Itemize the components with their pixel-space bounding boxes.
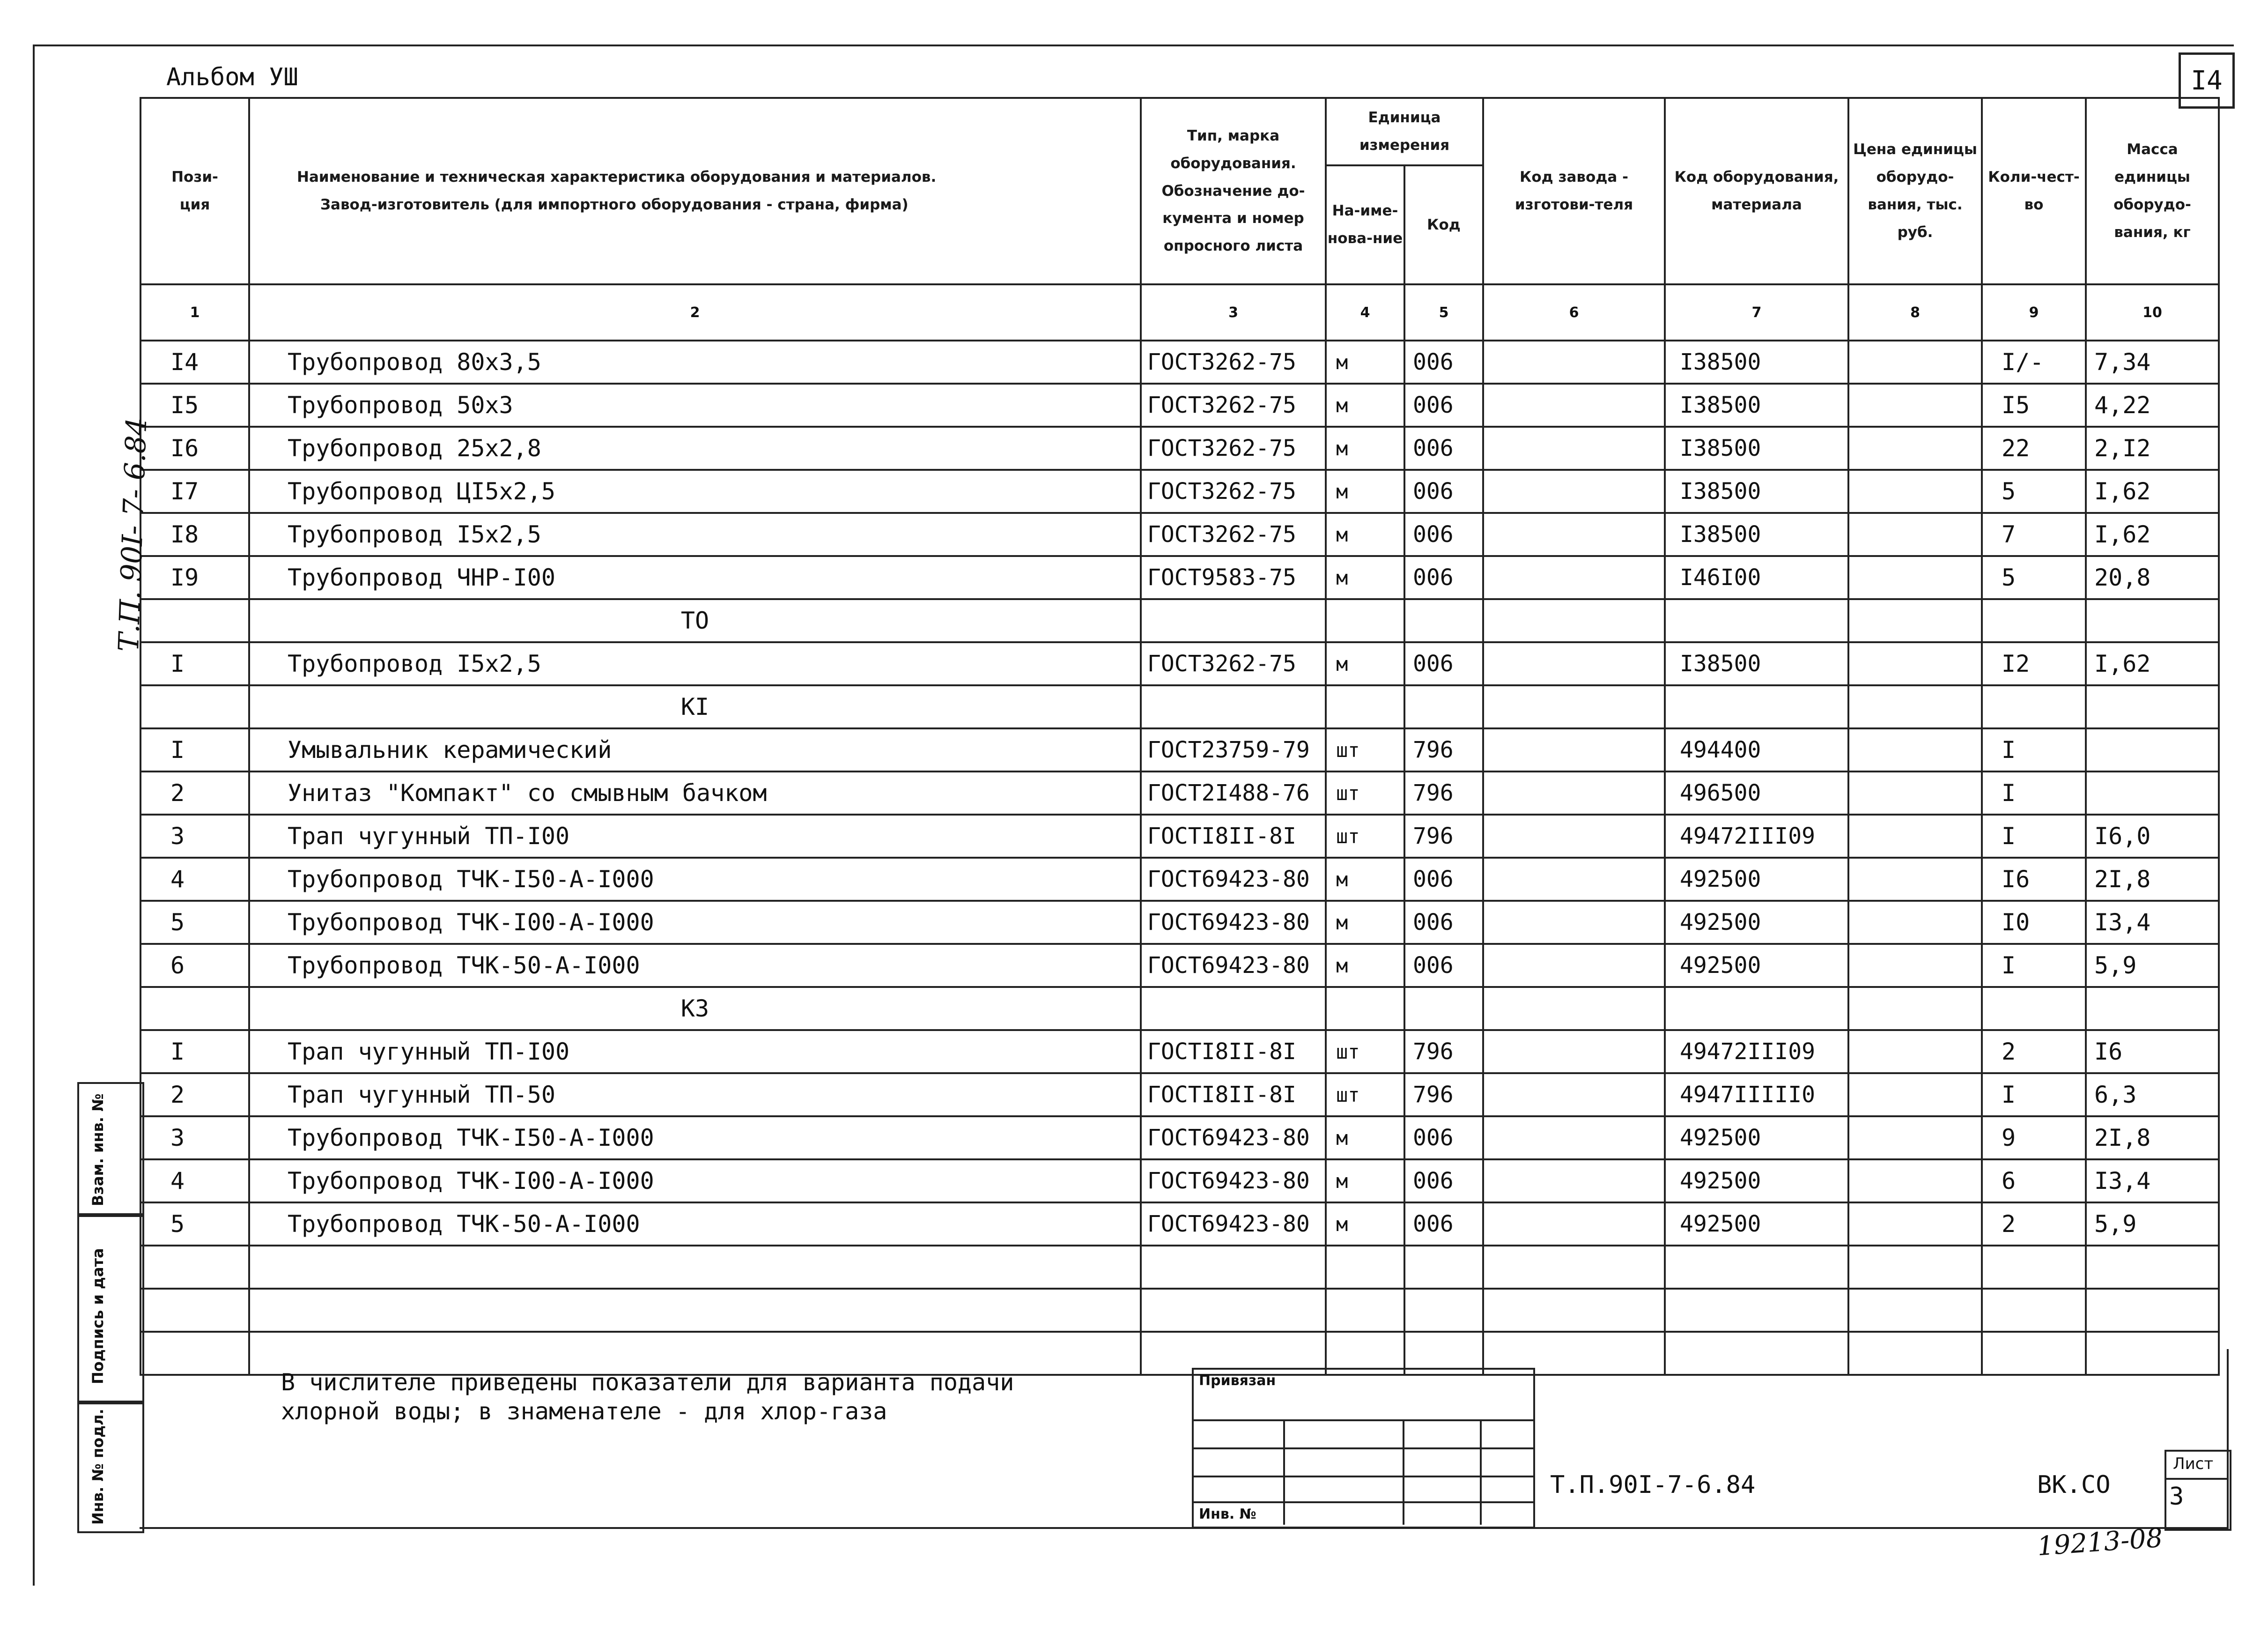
- cell-name: Трубопровод ТЧК-I50-А-I000: [249, 1116, 1141, 1159]
- cell-pos: 6: [140, 944, 249, 987]
- col-num: 6: [1483, 284, 1665, 341]
- cell-doc: [1141, 685, 1326, 728]
- cell-unit: шт: [1326, 1073, 1404, 1116]
- cell-doc: ГОСТ2I488-76: [1141, 771, 1326, 815]
- cell-ucode: 796: [1404, 728, 1483, 771]
- cell-name: Трубопровод 80х3,5: [249, 341, 1141, 384]
- cell-unit: [1326, 599, 1404, 642]
- cell-ucode: 006: [1404, 1202, 1483, 1246]
- cell-matcode: 492500: [1665, 944, 1848, 987]
- cell-matcode: 492500: [1665, 901, 1848, 944]
- cell-price: [1848, 987, 1982, 1030]
- cell-name: Трап чугунный ТП-I00: [249, 815, 1141, 858]
- cell-matcode: I38500: [1665, 513, 1848, 556]
- cell-ucode: 006: [1404, 944, 1483, 987]
- cell-factory: [1483, 341, 1665, 384]
- cell-price: [1848, 556, 1982, 599]
- col-num: 7: [1665, 284, 1848, 341]
- cell-unit: [1326, 685, 1404, 728]
- cell-factory: [1483, 685, 1665, 728]
- cell-price: [1848, 728, 1982, 771]
- sheet-number: 3: [2169, 1483, 2184, 1511]
- cell-ucode: 006: [1404, 858, 1483, 901]
- cell-ucode: 006: [1404, 1116, 1483, 1159]
- cell-name: Трубопровод ТЧК-I00-А-I000: [249, 901, 1141, 944]
- cell-factory: [1483, 858, 1665, 901]
- cell-mass: I,62: [2086, 642, 2219, 685]
- col-num: 2: [249, 284, 1141, 341]
- cell-matcode: 492500: [1665, 1159, 1848, 1202]
- bound-label: Привязан: [1199, 1372, 1276, 1389]
- cell-matcode: I38500: [1665, 427, 1848, 470]
- cell-unit: м: [1326, 1159, 1404, 1202]
- table-row: [140, 685, 2219, 728]
- frame-top: [33, 45, 2234, 46]
- table-row: [140, 470, 2219, 513]
- cell-unit: шт: [1326, 728, 1404, 771]
- cell-matcode: [1665, 987, 1848, 1030]
- cell-unit: м: [1326, 427, 1404, 470]
- cell-price: [1848, 901, 1982, 944]
- handwritten-number: 19213-08: [2036, 1522, 2164, 1562]
- cell-pos: I: [140, 1030, 249, 1073]
- cell-price: [1848, 1030, 1982, 1073]
- cell-qty: [1982, 599, 2086, 642]
- cell-unit: м: [1326, 470, 1404, 513]
- cell-ucode: 006: [1404, 901, 1483, 944]
- side-strip-sign: [77, 1213, 144, 1404]
- cell-pos: I9: [140, 556, 249, 599]
- table-row: [140, 858, 2219, 901]
- cell-pos: I5: [140, 384, 249, 427]
- cell-pos: 4: [140, 1159, 249, 1202]
- cell-qty: 7: [1982, 513, 2086, 556]
- cell-mass: 2I,8: [2086, 858, 2219, 901]
- cell-qty: 5: [1982, 470, 2086, 513]
- cell-doc: ГОСТ69423-80: [1141, 1202, 1326, 1246]
- cell-name: ТО: [249, 599, 1141, 642]
- cell-pos: I4: [140, 341, 249, 384]
- table-row: [140, 1159, 2219, 1202]
- cell-factory: [1483, 599, 1665, 642]
- cell-factory: [1483, 944, 1665, 987]
- cell-price: [1848, 470, 1982, 513]
- cell-mass: 20,8: [2086, 556, 2219, 599]
- cell-doc: ГОСТ3262-75: [1141, 470, 1326, 513]
- cell-unit: м: [1326, 513, 1404, 556]
- cell-factory: [1483, 427, 1665, 470]
- cell-price: [1848, 771, 1982, 815]
- cell-matcode: 496500: [1665, 771, 1848, 815]
- cell-pos: I: [140, 728, 249, 771]
- cell-doc: ГОСТ9583-75: [1141, 556, 1326, 599]
- cell-price: [1848, 1202, 1982, 1246]
- cell-name: Умывальник керамический: [249, 728, 1141, 771]
- cell-qty: 2: [1982, 1030, 2086, 1073]
- cell-name: Трубопровод 50х3: [249, 384, 1141, 427]
- cell-factory: [1483, 815, 1665, 858]
- table-row: [140, 944, 2219, 987]
- col-header-factory: Код завода - изготови-теля: [1483, 98, 1665, 284]
- col-num: 4: [1326, 284, 1404, 341]
- col-num: 8: [1848, 284, 1982, 341]
- cell-name: К3: [249, 987, 1141, 1030]
- cell-mass: 4,22: [2086, 384, 2219, 427]
- cell-unit: м: [1326, 944, 1404, 987]
- cell-mass: [2086, 685, 2219, 728]
- col-num: 3: [1141, 284, 1326, 341]
- cell-matcode: I38500: [1665, 642, 1848, 685]
- cell-name: Трубопровод ЦI5х2,5: [249, 470, 1141, 513]
- cell-mass: 5,9: [2086, 1202, 2219, 1246]
- stamp-line: [2165, 1478, 2228, 1480]
- cell-unit: м: [1326, 384, 1404, 427]
- col-header-unit-name: На-име-нова-ние: [1326, 165, 1404, 284]
- cell-factory: [1483, 642, 1665, 685]
- cell-name: Трап чугунный ТП-50: [249, 1073, 1141, 1116]
- cell-unit: м: [1326, 858, 1404, 901]
- cell-doc: ГОСТ69423-80: [1141, 1159, 1326, 1202]
- table-row: [140, 1073, 2219, 1116]
- cell-mass: I3,4: [2086, 1159, 2219, 1202]
- col-header-unit-code: Код: [1404, 165, 1483, 284]
- col-num: 10: [2086, 284, 2219, 341]
- cell-name: Трубопровод ТЧК-I00-А-I000: [249, 1159, 1141, 1202]
- cell-name: Трубопровод ТЧК-50-А-I000: [249, 1202, 1141, 1246]
- cell-price: [1848, 1159, 1982, 1202]
- cell-ucode: 796: [1404, 771, 1483, 815]
- col-header-type: Тип, марка оборудования. Обозначение до-кумента и номер опросного листа: [1141, 98, 1326, 284]
- col-header-equip-code: Код оборудования, материала: [1665, 98, 1848, 284]
- side-label-sign: Подпись и дата: [89, 1248, 107, 1384]
- cell-factory: [1483, 384, 1665, 427]
- cell-matcode: 492500: [1665, 1116, 1848, 1159]
- side-label-inv: Инв. № подл.: [89, 1409, 107, 1525]
- cell-price: [1848, 642, 1982, 685]
- cell-qty: 5: [1982, 556, 2086, 599]
- cell-name: Трап чугунный ТП-I00: [249, 1030, 1141, 1073]
- document-suffix: ВК.СО: [2037, 1471, 2111, 1499]
- col-header-name: Наименование и техническая характеристика оборудования и материалов. Завод-изготовитель (для импортного оборудования - страна, фирма): [249, 98, 1141, 284]
- cell-unit: [1326, 987, 1404, 1030]
- cell-doc: ГОСТ23759-79: [1141, 728, 1326, 771]
- cell-ucode: 006: [1404, 556, 1483, 599]
- table-row: [140, 556, 2219, 599]
- col-header-unit: Единица измерения: [1326, 98, 1483, 165]
- side-handwritten-code: Т.П. 90I- 7- 6.84: [112, 417, 154, 653]
- cell-price: [1848, 384, 1982, 427]
- table-row: [140, 1202, 2219, 1246]
- cell-ucode: [1404, 599, 1483, 642]
- cell-mass: I,62: [2086, 470, 2219, 513]
- cell-name: Трубопровод I5х2,5: [249, 642, 1141, 685]
- cell-matcode: I46I00: [1665, 556, 1848, 599]
- cell-factory: [1483, 901, 1665, 944]
- cell-mass: [2086, 987, 2219, 1030]
- stamp-line: [1192, 1447, 1533, 1449]
- footnote-line: хлорной воды; в знаменателе - для хлор-газа: [281, 1398, 887, 1425]
- stamp-line: [1192, 1476, 1533, 1477]
- cell-doc: [1141, 599, 1326, 642]
- cell-price: [1848, 1073, 1982, 1116]
- cell-factory: [1483, 556, 1665, 599]
- cell-ucode: [1404, 685, 1483, 728]
- cell-qty: I: [1982, 1073, 2086, 1116]
- cell-pos: I8: [140, 513, 249, 556]
- stamp-line: [1403, 1419, 1404, 1525]
- cell-name: Трубопровод I5х2,5: [249, 513, 1141, 556]
- cell-unit: м: [1326, 901, 1404, 944]
- sheet-label: Лист: [2173, 1454, 2214, 1473]
- cell-pos: 3: [140, 815, 249, 858]
- cell-qty: I0: [1982, 901, 2086, 944]
- cell-ucode: 796: [1404, 1073, 1483, 1116]
- cell-ucode: 006: [1404, 513, 1483, 556]
- cell-name: Трубопровод ТЧК-50-А-I000: [249, 944, 1141, 987]
- cell-ucode: 006: [1404, 427, 1483, 470]
- cell-qty: I: [1982, 944, 2086, 987]
- col-header-qty: Коли-чест-во: [1982, 98, 2086, 284]
- table-row: [140, 771, 2219, 815]
- cell-ucode: 006: [1404, 1159, 1483, 1202]
- album-title: Альбом УШ: [166, 63, 298, 91]
- cell-qty: [1982, 987, 2086, 1030]
- side-strip-inv: [77, 1401, 144, 1533]
- cell-doc: ГОСТ3262-75: [1141, 513, 1326, 556]
- cell-mass: [2086, 728, 2219, 771]
- cell-price: [1848, 685, 1982, 728]
- cell-qty: 6: [1982, 1159, 2086, 1202]
- cell-pos: I6: [140, 427, 249, 470]
- inv-label: Инв. №: [1199, 1506, 1256, 1522]
- table-row: [140, 513, 2219, 556]
- cell-matcode: 492500: [1665, 1202, 1848, 1246]
- cell-matcode: I38500: [1665, 384, 1848, 427]
- table-row: [140, 384, 2219, 427]
- table-row: [140, 901, 2219, 944]
- cell-unit: шт: [1326, 771, 1404, 815]
- cell-unit: м: [1326, 1202, 1404, 1246]
- cell-pos: 2: [140, 1073, 249, 1116]
- cell-factory: [1483, 728, 1665, 771]
- cell-doc: ГОСТ3262-75: [1141, 427, 1326, 470]
- cell-doc: ГОСТ3262-75: [1141, 384, 1326, 427]
- cell-matcode: I38500: [1665, 470, 1848, 513]
- cell-matcode: 494400: [1665, 728, 1848, 771]
- col-header-pos: Пози- ция: [140, 98, 249, 284]
- col-header-price: Цена единицы оборудо-вания, тыс. руб.: [1848, 98, 1982, 284]
- cell-name: КI: [249, 685, 1141, 728]
- cell-pos: [140, 987, 249, 1030]
- cell-matcode: 49472III09: [1665, 1030, 1848, 1073]
- bottom-rule: [140, 1527, 2228, 1529]
- cell-price: [1848, 944, 1982, 987]
- table-row: [140, 341, 2219, 384]
- table-row: [140, 1030, 2219, 1073]
- cell-doc: ГОСТ69423-80: [1141, 944, 1326, 987]
- cell-ucode: 006: [1404, 470, 1483, 513]
- cell-doc: ГОСТ3262-75: [1141, 642, 1326, 685]
- cell-doc: ГОСТI8II-8I: [1141, 815, 1326, 858]
- cell-qty: I2: [1982, 642, 2086, 685]
- cell-qty: 22: [1982, 427, 2086, 470]
- cell-doc: ГОСТ69423-80: [1141, 858, 1326, 901]
- stamp-line: [1480, 1419, 1482, 1525]
- cell-unit: м: [1326, 341, 1404, 384]
- cell-qty: 9: [1982, 1116, 2086, 1159]
- cell-factory: [1483, 1073, 1665, 1116]
- table-row: [140, 1116, 2219, 1159]
- cell-doc: ГОСТI8II-8I: [1141, 1073, 1326, 1116]
- cell-ucode: 006: [1404, 341, 1483, 384]
- cell-pos: 3: [140, 1116, 249, 1159]
- table-row: [140, 642, 2219, 685]
- cell-factory: [1483, 1202, 1665, 1246]
- table-row: [140, 987, 2219, 1030]
- cell-unit: м: [1326, 556, 1404, 599]
- cell-qty: I: [1982, 815, 2086, 858]
- cell-price: [1848, 1116, 1982, 1159]
- footnote-line: В числителе приведены показатели для варианта подачи: [281, 1369, 1014, 1396]
- cell-ucode: 796: [1404, 1030, 1483, 1073]
- cell-price: [1848, 341, 1982, 384]
- col-header-mass: Масса единицы оборудо-вания, кг: [2086, 98, 2219, 284]
- col-num: 9: [1982, 284, 2086, 341]
- cell-doc: ГОСТI8II-8I: [1141, 1030, 1326, 1073]
- equipment-table: [140, 97, 2220, 1376]
- cell-mass: [2086, 771, 2219, 815]
- cell-qty: I6: [1982, 858, 2086, 901]
- cell-qty: 2: [1982, 1202, 2086, 1246]
- cell-factory: [1483, 1116, 1665, 1159]
- cell-ucode: [1404, 987, 1483, 1030]
- cell-pos: [140, 685, 249, 728]
- cell-price: [1848, 858, 1982, 901]
- cell-qty: I/-: [1982, 341, 2086, 384]
- cell-unit: м: [1326, 1116, 1404, 1159]
- footnote: [281, 1368, 1014, 1426]
- table-row: [140, 728, 2219, 771]
- stamp-line: [1192, 1419, 1533, 1421]
- document-code: Т.П.90I-7-6.84: [1550, 1471, 1756, 1499]
- cell-qty: [1982, 685, 2086, 728]
- cell-unit: м: [1326, 642, 1404, 685]
- cell-pos: I: [140, 642, 249, 685]
- cell-pos: 4: [140, 858, 249, 901]
- cell-factory: [1483, 1030, 1665, 1073]
- cell-mass: [2086, 599, 2219, 642]
- cell-unit: шт: [1326, 815, 1404, 858]
- cell-price: [1848, 427, 1982, 470]
- cell-qty: I: [1982, 771, 2086, 815]
- cell-mass: I6: [2086, 1030, 2219, 1073]
- cell-factory: [1483, 470, 1665, 513]
- cell-qty: I: [1982, 728, 2086, 771]
- cell-matcode: [1665, 599, 1848, 642]
- cell-pos: I7: [140, 470, 249, 513]
- cell-factory: [1483, 771, 1665, 815]
- cell-ucode: 006: [1404, 384, 1483, 427]
- col-num: 5: [1404, 284, 1483, 341]
- cell-doc: ГОСТ69423-80: [1141, 1116, 1326, 1159]
- cell-matcode: 49472III09: [1665, 815, 1848, 858]
- table-row: [140, 427, 2219, 470]
- cell-name: Трубопровод 25х2,8: [249, 427, 1141, 470]
- cell-name: Трубопровод ТЧК-I50-А-I000: [249, 858, 1141, 901]
- cell-pos: 2: [140, 771, 249, 815]
- cell-pos: 5: [140, 901, 249, 944]
- cell-mass: I3,4: [2086, 901, 2219, 944]
- stamp-line: [1192, 1501, 1533, 1503]
- cell-mass: 6,3: [2086, 1073, 2219, 1116]
- cell-ucode: 796: [1404, 815, 1483, 858]
- cell-factory: [1483, 513, 1665, 556]
- cell-pos: 5: [140, 1202, 249, 1246]
- frame-left: [33, 45, 35, 1586]
- stamp-line: [1283, 1419, 1285, 1525]
- cell-mass: 2I,8: [2086, 1116, 2219, 1159]
- cell-matcode: 492500: [1665, 858, 1848, 901]
- col-num: 1: [140, 284, 249, 341]
- cell-mass: 7,34: [2086, 341, 2219, 384]
- cell-matcode: I38500: [1665, 341, 1848, 384]
- table-row: [140, 599, 2219, 642]
- cell-mass: 2,I2: [2086, 427, 2219, 470]
- cell-price: [1848, 513, 1982, 556]
- cell-factory: [1483, 1159, 1665, 1202]
- cell-factory: [1483, 987, 1665, 1030]
- cell-matcode: [1665, 685, 1848, 728]
- cell-price: [1848, 599, 1982, 642]
- side-strip-vzam: [77, 1082, 144, 1217]
- cell-name: Трубопровод ЧНР-I00: [249, 556, 1141, 599]
- cell-mass: I,62: [2086, 513, 2219, 556]
- cell-mass: I6,0: [2086, 815, 2219, 858]
- cell-doc: [1141, 987, 1326, 1030]
- table-row: [140, 815, 2219, 858]
- cell-price: [1848, 815, 1982, 858]
- cell-matcode: 4947IIIII0: [1665, 1073, 1848, 1116]
- cell-doc: ГОСТ69423-80: [1141, 901, 1326, 944]
- cell-qty: I5: [1982, 384, 2086, 427]
- cell-mass: 5,9: [2086, 944, 2219, 987]
- side-label-vzam: Взам. инв. №: [89, 1093, 107, 1206]
- cell-doc: ГОСТ3262-75: [1141, 341, 1326, 384]
- page-number: I4: [2179, 52, 2235, 109]
- cell-pos: [140, 599, 249, 642]
- cell-unit: шт: [1326, 1030, 1404, 1073]
- cell-name: Унитаз "Компакт" со смывным бачком: [249, 771, 1141, 815]
- cell-ucode: 006: [1404, 642, 1483, 685]
